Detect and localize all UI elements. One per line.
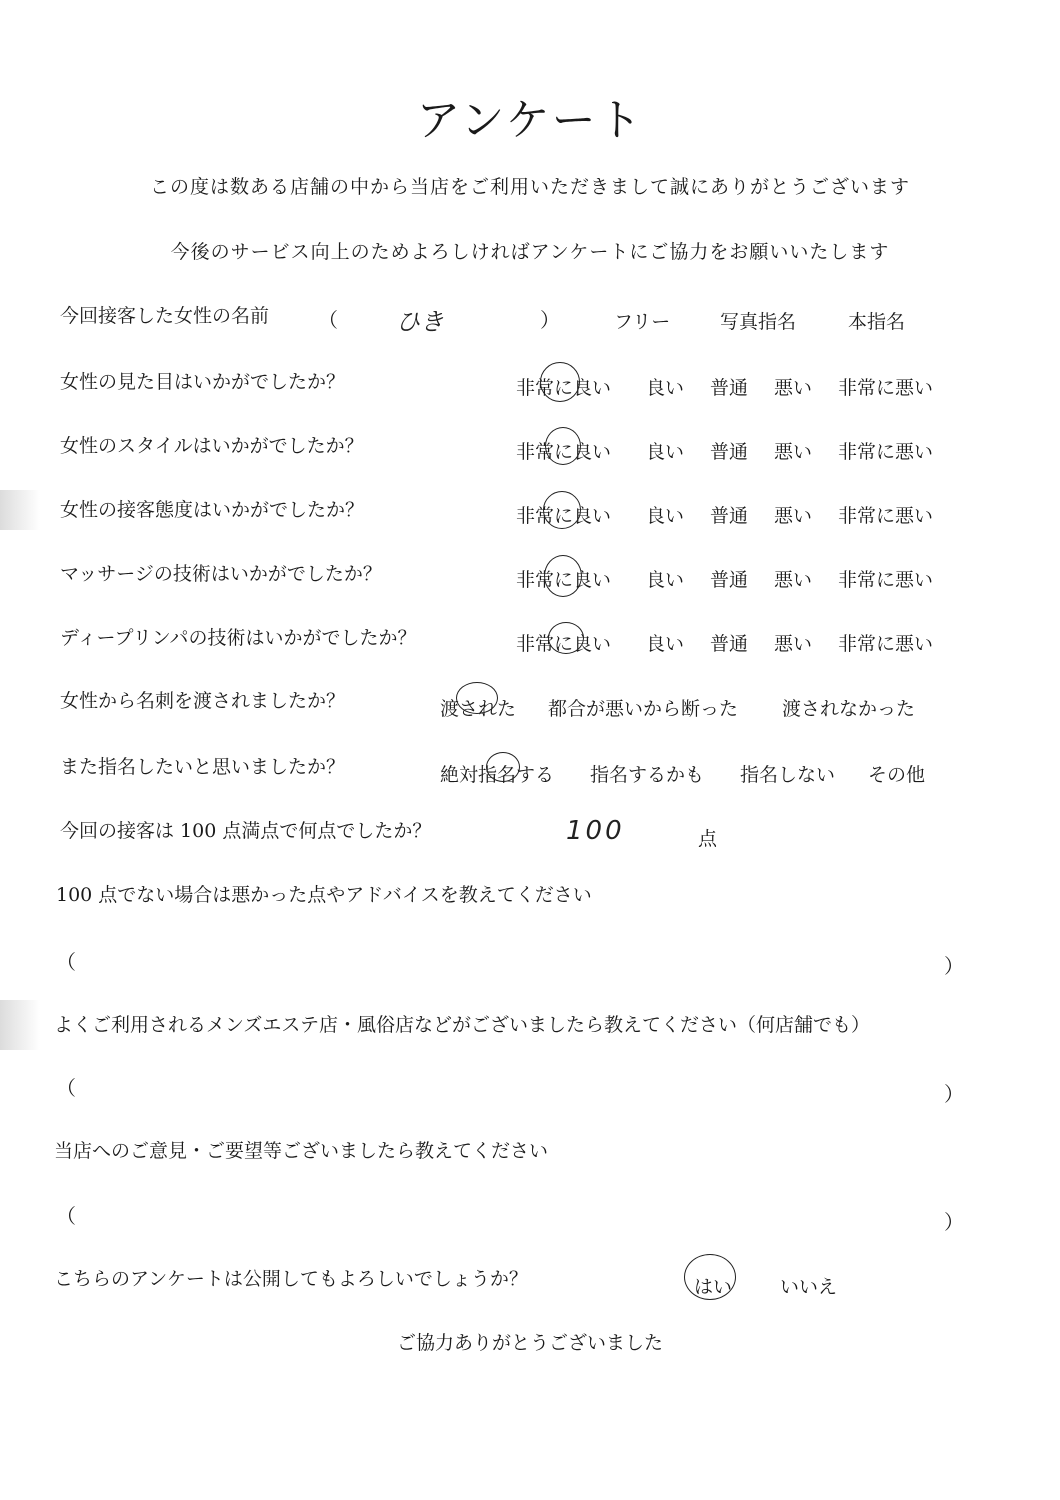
option-no[interactable]: 指名しない bbox=[740, 764, 836, 786]
rating-question: 女性の見た目はいかがでしたか？ bbox=[60, 371, 346, 393]
option-photo-nomination[interactable]: 写真指名 bbox=[720, 311, 797, 333]
option-yes[interactable]: はい bbox=[694, 1276, 733, 1298]
name-close-paren: ） bbox=[540, 308, 560, 332]
circle-mark-icon bbox=[540, 362, 580, 402]
shops-open-paren: （ bbox=[56, 1076, 76, 1100]
rating-question: ディープリンパの技術はいかがでしたか？ bbox=[60, 627, 417, 649]
scan-shadow bbox=[0, 1000, 40, 1050]
option-bad[interactable]: 悪い bbox=[774, 569, 813, 591]
rating-question: 女性のスタイルはいかがでしたか？ bbox=[60, 435, 364, 457]
option-bad[interactable]: 悪い bbox=[774, 633, 813, 655]
option-average[interactable]: 普通 bbox=[710, 505, 749, 527]
handwritten-name[interactable]: ひき bbox=[396, 308, 444, 336]
option-good[interactable]: 良い bbox=[646, 505, 685, 527]
intro-line-2: 今後のサービス向上のためよろしければアンケートにご協力をお願いいたします bbox=[170, 241, 890, 263]
option-very-bad[interactable]: 非常に悪い bbox=[838, 441, 934, 463]
option-very-bad[interactable]: 非常に悪い bbox=[838, 505, 934, 527]
option-very-bad[interactable]: 非常に悪い bbox=[838, 633, 934, 655]
advice-close-paren: ） bbox=[944, 954, 964, 978]
advice-open-paren: （ bbox=[56, 950, 76, 974]
opinion-close-paren: ） bbox=[944, 1210, 964, 1234]
option-very-good[interactable]: 非常に良い bbox=[516, 441, 612, 463]
circle-mark-icon bbox=[545, 427, 581, 465]
opinion-question: 当店へのご意見・ご要望等ございましたら教えてください bbox=[54, 1140, 549, 1162]
scan-shadow bbox=[0, 490, 40, 530]
option-very-bad[interactable]: 非常に悪い bbox=[838, 377, 934, 399]
option-main-nomination[interactable]: 本指名 bbox=[848, 311, 906, 333]
advice-input[interactable] bbox=[80, 942, 940, 972]
circle-mark-icon bbox=[543, 491, 581, 529]
rating-question: マッサージの技術はいかがでしたか？ bbox=[60, 563, 382, 585]
option-very-bad[interactable]: 非常に悪い bbox=[838, 569, 934, 591]
shops-question: よくご利用されるメンズエステ店・風俗店などがございましたら教えてください（何店舗でも） bbox=[54, 1014, 871, 1036]
opinion-open-paren: （ bbox=[56, 1204, 76, 1228]
option-very-good[interactable]: 非常に良い bbox=[516, 633, 612, 655]
circle-mark-icon bbox=[548, 622, 584, 654]
option-no[interactable]: いいえ bbox=[780, 1276, 838, 1298]
option-good[interactable]: 良い bbox=[646, 377, 685, 399]
rating-question: 女性の接客態度はいかがでしたか？ bbox=[60, 499, 365, 521]
closing-text: ご協力ありがとうございました bbox=[396, 1332, 663, 1354]
option-bad[interactable]: 悪い bbox=[774, 441, 813, 463]
intro-line-1: この度は数ある店舗の中から当店をご利用いただきまして誠にありがとうございます bbox=[149, 176, 910, 198]
option-maybe[interactable]: 指名するかも bbox=[590, 764, 705, 786]
circle-mark-icon bbox=[486, 752, 520, 782]
option-not-received[interactable]: 渡されなかった bbox=[782, 698, 916, 720]
name-open-paren: （ bbox=[318, 308, 338, 332]
circle-mark-icon bbox=[544, 555, 582, 597]
option-bad[interactable]: 悪い bbox=[774, 377, 813, 399]
option-other[interactable]: その他 bbox=[868, 764, 926, 786]
option-very-good[interactable]: 非常に良い bbox=[516, 569, 612, 591]
option-received[interactable]: 渡された bbox=[440, 698, 517, 720]
advice-question: 100 点でない場合は悪かった点やアドバイスを教えてください bbox=[56, 884, 592, 906]
option-definitely[interactable]: 絶対指名する bbox=[440, 764, 555, 786]
page-title: アンケート bbox=[416, 95, 644, 146]
option-average[interactable]: 普通 bbox=[710, 441, 749, 463]
circle-mark-icon bbox=[456, 682, 498, 714]
option-free[interactable]: フリー bbox=[614, 311, 671, 333]
option-very-good[interactable]: 非常に良い bbox=[516, 505, 612, 527]
option-good[interactable]: 良い bbox=[646, 569, 685, 591]
publish-question: こちらのアンケートは公開してもよろしいでしょうか？ bbox=[54, 1268, 528, 1290]
option-good[interactable]: 良い bbox=[646, 633, 685, 655]
card-question: 女性から名刺を渡されましたか？ bbox=[60, 690, 346, 712]
again-question: また指名したいと思いましたか？ bbox=[60, 756, 346, 778]
shops-input[interactable] bbox=[80, 1068, 940, 1098]
handwritten-score[interactable]: 100 bbox=[566, 816, 625, 846]
score-unit: 点 bbox=[698, 828, 718, 850]
option-average[interactable]: 普通 bbox=[710, 377, 749, 399]
option-bad[interactable]: 悪い bbox=[774, 505, 813, 527]
option-very-good[interactable]: 非常に良い bbox=[516, 377, 612, 399]
name-question: 今回接客した女性の名前 bbox=[60, 305, 270, 327]
option-declined[interactable]: 都合が悪いから断った bbox=[548, 698, 739, 720]
option-average[interactable]: 普通 bbox=[710, 569, 749, 591]
shops-close-paren: ） bbox=[944, 1082, 964, 1106]
option-good[interactable]: 良い bbox=[646, 441, 685, 463]
score-question: 今回の接客は 100 点満点で何点でしたか？ bbox=[60, 820, 432, 842]
option-average[interactable]: 普通 bbox=[710, 633, 749, 655]
circle-mark-icon bbox=[684, 1254, 736, 1300]
opinion-input[interactable] bbox=[80, 1196, 940, 1226]
